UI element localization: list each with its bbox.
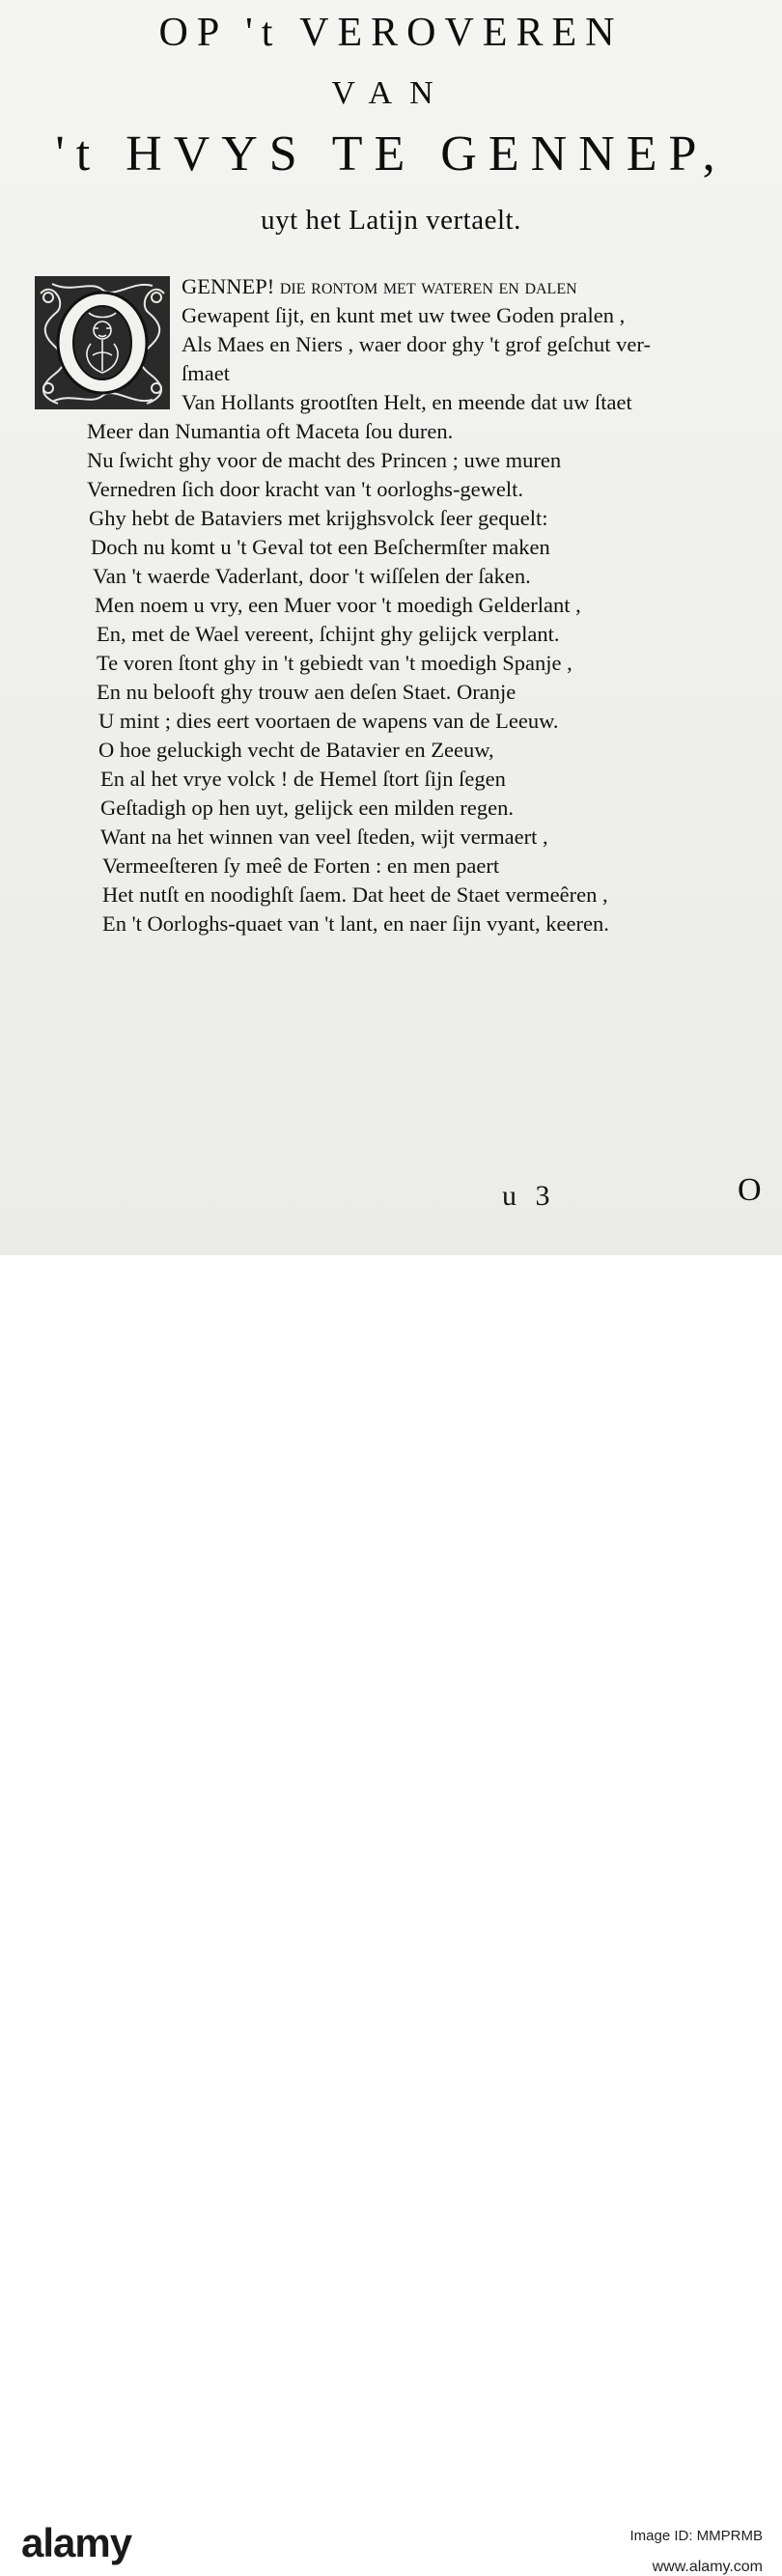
verse-line: O hoe geluckigh vecht de Batavier en Zeeuw, — [98, 738, 494, 762]
verse-line: Nu ſwicht ghy voor de macht des Princen ; uwe muren — [87, 448, 562, 472]
verse-line: Van Hollants grootſten Helt, en meende dat uw ſtaet — [182, 390, 632, 414]
verse-line: ſmaet — [182, 361, 230, 385]
verse-line: Te voren ſtont ghy in 't gebiedt van 't moedigh Spanje , — [97, 651, 573, 675]
verse-line: En, met de Wael vereent, ſchijnt ghy gelijck verplant. — [97, 622, 560, 646]
verse-line: En 't Oorloghs-quaet van 't lant, en naer ſijn vyant, keeren. — [102, 911, 609, 936]
book-page — [0, 0, 782, 1255]
verse-line: Want na het winnen van veel ſteden, wijt vermaert , — [100, 825, 548, 849]
decorated-initial-icon — [33, 274, 172, 411]
verse-line: Doch nu komt u 't Geval tot een Beſchermſter maken — [91, 535, 550, 559]
watermark-image-id: Image ID: MMPRMB — [629, 2528, 763, 2544]
verse-line: U mint ; dies eert voortaen de wapens van de Leeuw. — [98, 709, 559, 733]
title-line-2: VAN — [331, 75, 451, 111]
verse-line: Vermeeſteren ſy meê de Forten : en men paert — [102, 854, 500, 878]
verse-line: Gewapent ſijt, en kunt met uw twee Goden pralen , — [182, 303, 626, 327]
page-signature: u 3 — [502, 1180, 556, 1212]
subtitle: uyt het Latijn vertaelt. — [261, 205, 521, 236]
title-line-1: OP 't VEROVEREN — [158, 11, 624, 55]
verse-line: Meer dan Numantia oft Maceta ſou duren. — [87, 419, 454, 443]
watermark-logo: alamy — [21, 2520, 132, 2565]
verse-line: En al het vrye volck ! de Hemel ſtort ſijn ſegen — [100, 767, 506, 791]
verse-line: Geſtadigh op hen uyt, gelijck een milden regen. — [100, 796, 514, 820]
title-line-3: 't HVYS TE GENNEP, — [55, 126, 727, 182]
verse-line: Men noem u vry, een Muer voor 't moedigh Gelderlant , — [95, 593, 581, 617]
verse-line: En nu belooft ghy trouw aen deſen Staet. Oranje — [97, 680, 517, 704]
verse-line: GENNEP! die rontom met wateren en dalen — [182, 274, 577, 298]
verse-line: Als Maes en Niers , waer door ghy 't grof geſchut ver- — [182, 332, 651, 356]
watermark-url: www.alamy.com — [652, 2559, 763, 2575]
verse-line: Van 't waerde Vaderlant, door 't wiſſelen der ſaken. — [93, 564, 531, 588]
verse-line: Ghy hebt de Bataviers met krijghsvolck ſeer gequelt: — [89, 506, 548, 530]
catchword: O — [738, 1172, 762, 1208]
verse-line: Het nutſt en noodighſt ſaem. Dat heet de Staet vermeêren , — [102, 882, 608, 907]
watermark-footer — [0, 1255, 782, 2575]
verse-line: Vernedren ſich door kracht van 't oorloghs-gewelt. — [87, 477, 524, 501]
